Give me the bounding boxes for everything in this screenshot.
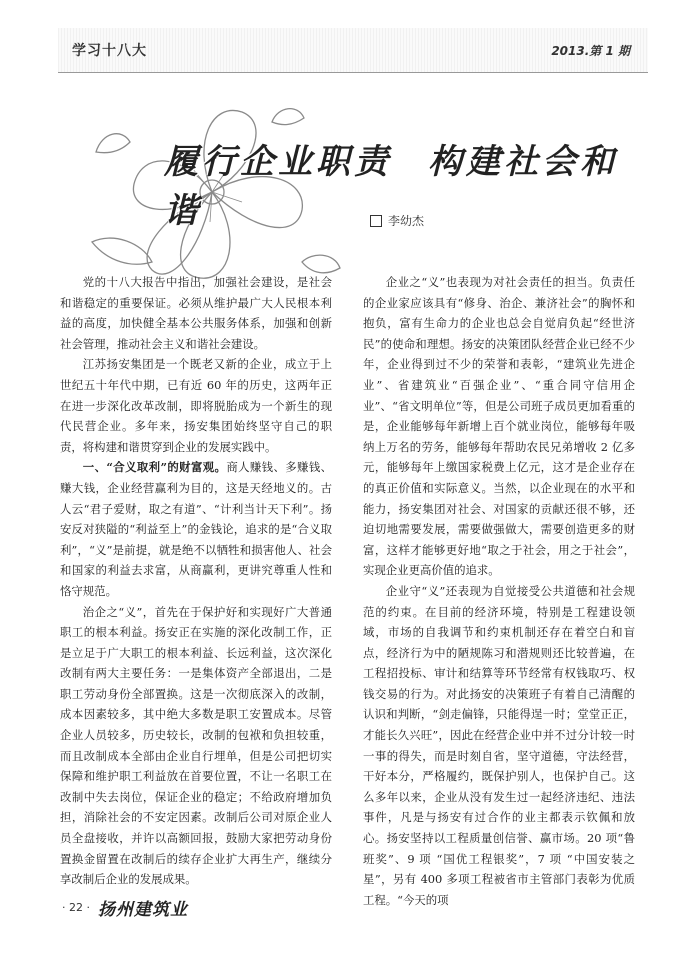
page-number: · 22 · xyxy=(62,901,90,914)
section-heading: 一、“合义取利”的财富观。 xyxy=(82,460,227,475)
page-footer xyxy=(62,895,188,920)
paragraph: 江苏扬安集团是一个既老又新的企业，成立于上世纪五十年代中期，已有近 60 年的历史，这两年正在进一步深化改革改制，即将脱胎成为一个新生的现代民营企业。多年来，扬安集团始终坚守自己的职责，将构建和谐贯穿到企业的发展实践中。 xyxy=(60,357,332,454)
magazine-title: 扬州建筑业 xyxy=(97,900,188,920)
paragraph: 党的十八大报告中指出，加强社会建设，是社会和谐稳定的重要保证。必须从维护最广大人民根本利益的高度，加快健全基本公共服务体系，加强和创新社会管理，推动社会主义和谐社会建设。 xyxy=(60,275,332,351)
paragraph: 企业之“义”也表现为对社会责任的担当。负责任的企业家应该具有“修身、治企、兼济社会”的胸怀和抱负，富有生命力的企业也总会自觉肩负起“经世济民”的使命和理想。扬安的决策团队经营企业已经不少年，企业得到过不少的荣誉和表彰，“建筑业先进企业”、省建筑业“百强企业”、“重合同守信用企业”、“省文明单位”等，但是公司班子成员更加看重的是，企业能够每年新增上百个就业岗位，能够每年吸纳上万名的劳务，能够每年帮助农民兄弟增收 2 亿多元，能够每年上缴国家税费上亿元，这才是企业存在的真正价值和实际意义。当然，以企业现在的水平和能力，扬安集团对社会、对国家的贡献还很不够，还迫切地需要发展，需要做强做大，需要创造更多的财富，这样才能够更好地“取之于社会，用之于社会”，实现企业更高价值的追求。 xyxy=(363,275,635,578)
square-icon xyxy=(370,215,382,227)
issue-label: 2013.第 1 期 xyxy=(551,44,630,58)
title-part-1: 履行企业职责 xyxy=(164,142,392,182)
author-byline xyxy=(370,212,424,229)
right-column xyxy=(363,272,635,910)
paragraph: 企业守“义”还表现为自觉接受公共道德和社会规范的约束。在目前的经济环境，特别是工程建设领域，市场的自我调节和约束机制还存在着空白和盲点，经济行为中的陋规陈习和潜规则还比较普遍，在工程招投标、审计和结算等环节经常有权钱取巧、权钱交易的行为。对此扬安的决策班子有着自己清醒的认识和判断，“剑走偏锋，只能得逞一时；堂堂正正，才能长久兴旺”，因此在经营企业中并不过分计较一时一事的得失，而是时刻自省，坚守道德，守法经营，干好本分，严格履约，既保护别人，也保护自己。这么多年以来，企业从没有发生过一起经济违纪、违法事件，凡是与扬安有过合作的业主都表示钦佩和放心。扬安坚持以工程质量创信誉、赢市场。20 项“鲁班奖”、9 项 “国优工程银奖”，7 项 “中国安装之星”，另有 400 多项工程被省市主管部门表彰为优质工程。“今天的项 xyxy=(363,583,635,907)
left-column xyxy=(60,272,332,890)
paragraph: 治企之“义”，首先在于保护好和实现好广大普通职工的根本利益。扬安正在实施的深化改制工作，正是立足于广大职工的根本利益、长远利益，这次深化改制有两大主要任务：一是集体资产全部退出，二是职工劳动身份全部置换。这是一次彻底深入的改制，成本因素较多，其中绝大多数是职工安置成本。尽管企业人员较多，历史较长，改制的包袱和负担较重，而且改制成本全部由企业自行埋单，但是公司把切实保障和维护职工利益放在首要位置，不让一名职工在改制中失去岗位，保证企业的稳定；不给政府增加负担，消除社会的不安定因素。改制后公司对原企业人员全盘接收，并许以高额回报，鼓励大家把劳动身份置换金留置在改制后的续存企业扩大再生产，继续分享改制后企业的发展成果。 xyxy=(60,604,332,887)
section-label: 学习十八大 xyxy=(72,43,147,59)
title-part-2: 构建社会和谐 xyxy=(164,142,618,231)
paragraph: 一、“合义取利”的财富观。商人赚钱、多赚钱、赚大钱，企业经营赢利为目的，这是天经地义的。古人云“君子爱财，取之有道”、“计利当计天下利”。扬安反对狭隘的“利益至上”的金钱论，追求的是“合义取利”，“义”是前提，就是绝不以牺牲和损害他人、社会和国家的利益去求富，从商赢利，更讲究尊重人性和恪守规范。 xyxy=(60,460,332,598)
author-name: 李幼杰 xyxy=(388,214,425,228)
page-header xyxy=(58,28,648,73)
